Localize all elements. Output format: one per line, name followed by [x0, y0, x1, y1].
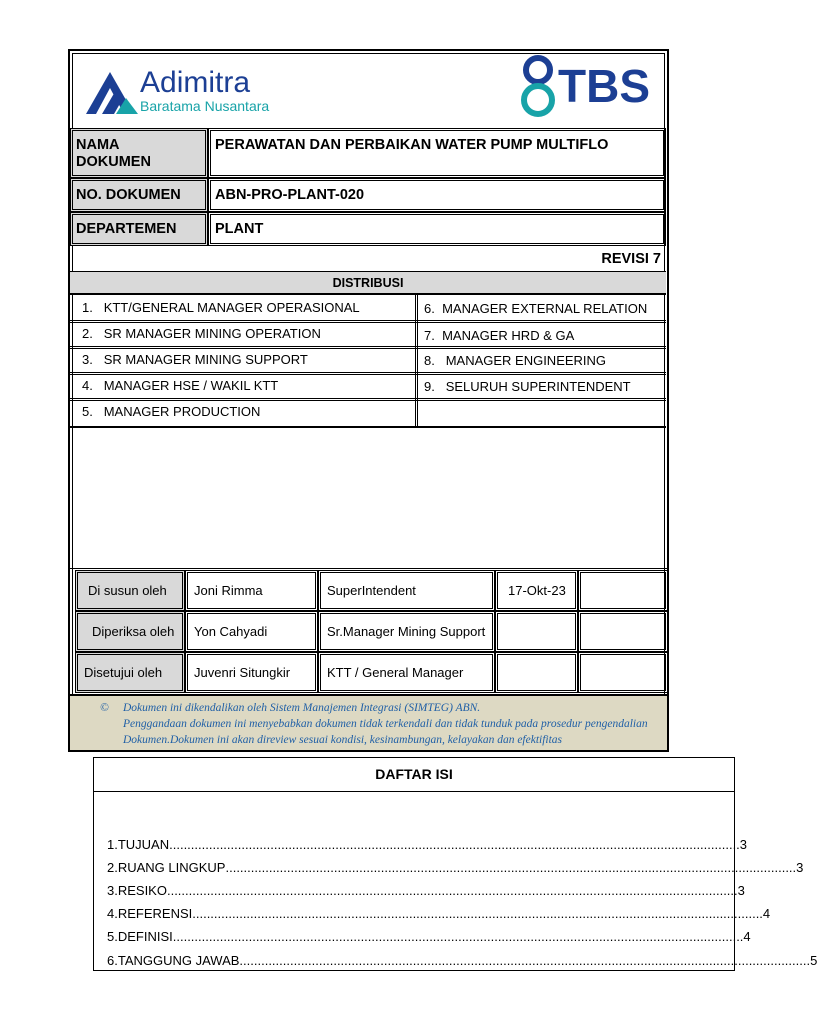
signature-role: Di susun oleh: [75, 570, 185, 611]
toc-title: DAFTAR ISI: [94, 758, 734, 792]
distribusi-item: 2. SR MANAGER MINING OPERATION: [82, 326, 321, 341]
departemen-value: PLANT: [215, 221, 264, 237]
nama-dokumen-value: PERAWATAN DAN PERBAIKAN WATER PUMP MULTIFLO: [215, 137, 609, 153]
signature-name: Joni Rimma: [185, 570, 318, 611]
signature-date: [495, 611, 578, 652]
revisi-row: [70, 246, 666, 272]
signature-role: Disetujui oleh: [75, 652, 185, 693]
no-dokumen-label-cell: [70, 178, 208, 212]
departemen-label: DEPARTEMEN: [76, 221, 177, 237]
signature-box: [578, 611, 668, 652]
distribusi-item: 5. MANAGER PRODUCTION: [82, 404, 261, 419]
signature-position: KTT / General Manager: [318, 652, 495, 693]
revisi-label: REVISI 7: [601, 251, 661, 267]
adimitra-logo-icon: [86, 68, 142, 116]
nama-dokumen-label-cell: [70, 128, 208, 178]
toc-item[interactable]: 4. REFERENSI .............................................................................................................................................................. 4: [107, 906, 771, 921]
signature-date: [495, 652, 578, 693]
adimitra-logo: [86, 66, 286, 116]
distribusi-item: 3. SR MANAGER MINING SUPPORT: [82, 352, 308, 367]
toc-item[interactable]: 6. TANGGUNG JAWAB .............................................................................................................................................................. 5: [107, 953, 817, 968]
control-notice-line2: Penggandaan dokumen ini menyebabkan dokumen tidak terkendali dan tidak tunduk pada prosedur pengendalian: [123, 718, 648, 730]
nama-dokumen-value-cell: [208, 128, 666, 178]
control-notice-line3: Dokumen.Dokumen ini akan direview sesuai kondisi, kesinambungan, kelayakan dan efektifitas: [123, 734, 563, 746]
toc-item[interactable]: 1. TUJUAN .............................................................................................................................................................. 3: [107, 837, 748, 852]
tbs-logo-icon: [518, 54, 558, 118]
no-dokumen-value: ABN-PRO-PLANT-020: [215, 187, 365, 203]
signature-position: SuperIntendent: [318, 570, 495, 611]
signature-box: [578, 570, 668, 611]
signature-role: Diperiksa oleh: [75, 611, 185, 652]
no-dokumen-value-cell: [208, 178, 666, 212]
signature-box: [578, 652, 668, 693]
toc-item[interactable]: 3. RESIKO .............................................................................................................................................................. 3: [107, 883, 745, 898]
tbs-logo: [518, 54, 663, 118]
no-dokumen-label: NO. DOKUMEN: [76, 187, 181, 203]
adimitra-logo-name: Adimitra: [140, 66, 251, 99]
distribusi-divider: [415, 295, 418, 426]
distribusi-item: 6. MANAGER EXTERNAL RELATION: [424, 301, 648, 316]
toc-item[interactable]: 2. RUANG LINGKUP .............................................................................................................................................................. 3: [107, 860, 804, 875]
distribusi-item: 8. MANAGER ENGINEERING: [424, 353, 607, 368]
signature-position: Sr.Manager Mining Support: [318, 611, 495, 652]
signature-date: 17-Okt-23: [495, 570, 578, 611]
distribusi-list: [70, 295, 666, 428]
departemen-label-cell: [70, 212, 208, 246]
signature-name: Yon Cahyadi: [185, 611, 318, 652]
tbs-logo-text: TBS: [558, 60, 650, 112]
control-notice-line1: Dokumen ini dikendalikan oleh Sistem Manajemen Integrasi (SIMTEG) ABN.: [123, 702, 481, 714]
distribusi-item: 7. MANAGER HRD & GA: [424, 328, 575, 343]
control-notice: [70, 694, 667, 750]
distribusi-item: 9. SELURUH SUPERINTENDENT: [424, 379, 631, 394]
copyright-symbol: ©: [100, 702, 109, 714]
distribusi-header: DISTRIBUSI: [70, 272, 666, 295]
toc-item[interactable]: 5. DEFINISI .............................................................................................................................................................. 4: [107, 929, 751, 944]
adimitra-logo-subtitle: Baratama Nusantara: [140, 98, 270, 114]
departemen-value-cell: [208, 212, 666, 246]
distribusi-item: 4. MANAGER HSE / WAKIL KTT: [82, 378, 279, 393]
signature-name: Juvenri Situngkir: [185, 652, 318, 693]
distribusi-item: 1. KTT/GENERAL MANAGER OPERASIONAL: [82, 300, 360, 315]
nama-dokumen-label: NAMA DOKUMEN: [76, 137, 151, 170]
